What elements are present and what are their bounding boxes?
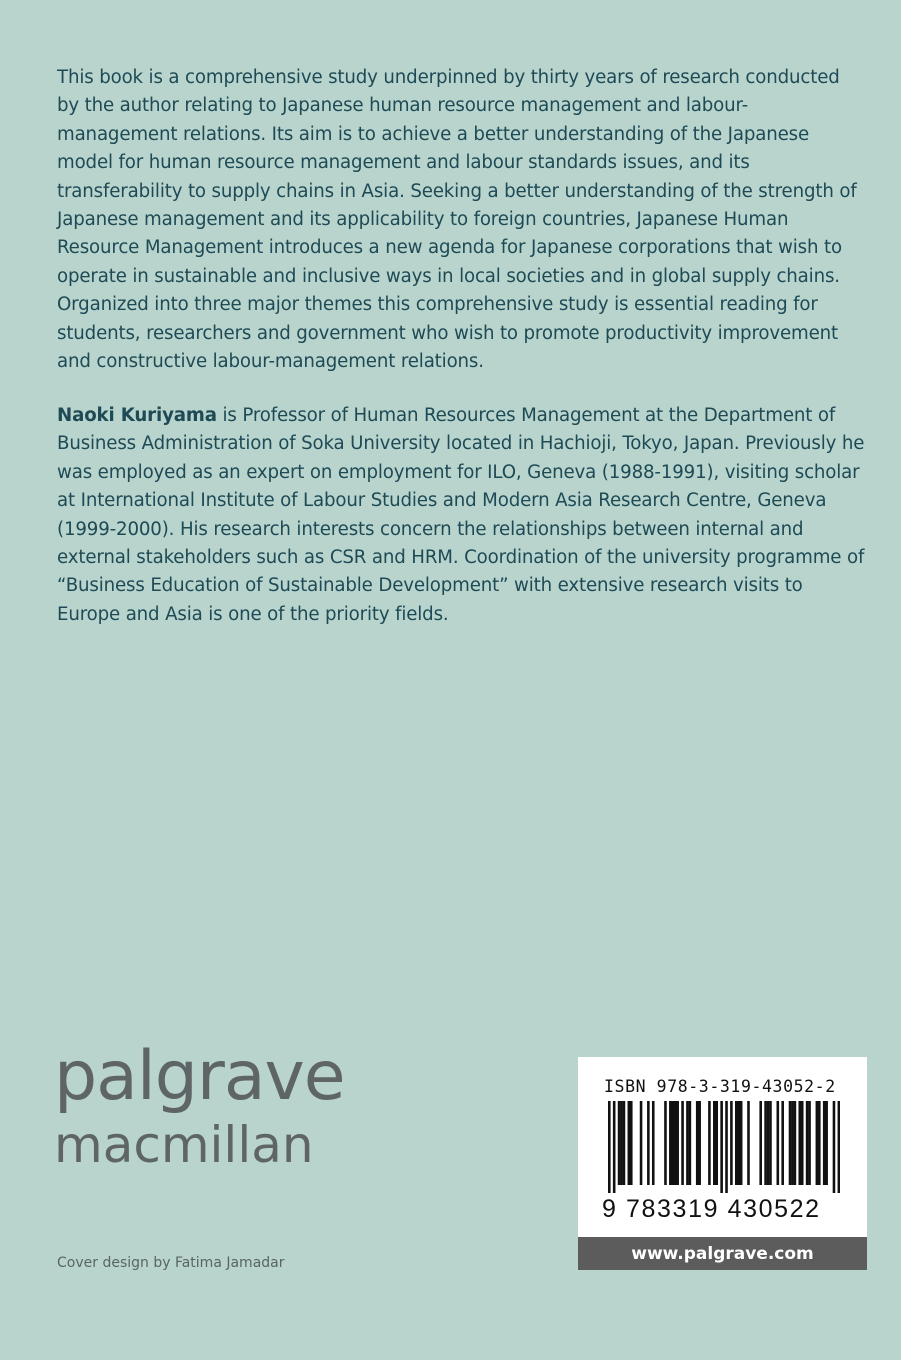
barcode-bar [791, 1101, 794, 1185]
barcode-bar [816, 1101, 819, 1185]
barcode-bar [801, 1101, 804, 1185]
isbn-barcode-box [578, 1057, 867, 1237]
barcode-bar [608, 1101, 611, 1193]
publisher-logo [54, 1037, 345, 1174]
barcode-bar [808, 1101, 811, 1185]
barcode-bar [767, 1101, 770, 1185]
barcode-bar [686, 1101, 689, 1185]
barcode-bar [737, 1101, 740, 1185]
publisher-logo-line1: palgrave [54, 1037, 345, 1116]
barcode-bar [630, 1101, 633, 1185]
author-bio [57, 402, 867, 629]
barcode-bar [725, 1101, 728, 1193]
barcode-bar [806, 1101, 809, 1185]
barcode-bar [652, 1101, 655, 1185]
barcode-graphic [608, 1101, 840, 1193]
barcode-bar [696, 1101, 699, 1185]
barcode-bar [708, 1101, 711, 1185]
barcode-bar [623, 1101, 626, 1185]
author-name: Naoki Kuriyama [57, 405, 217, 426]
barcode-bar [628, 1101, 631, 1185]
barcode-bar [669, 1101, 672, 1185]
barcode-bar [698, 1101, 701, 1185]
barcode-bar [781, 1101, 784, 1185]
publisher-website[interactable]: www.palgrave.com [578, 1237, 867, 1270]
barcode-bar [640, 1101, 643, 1185]
book-description: This book is a comprehensive study underpinned by thirty years of research conducted by the author relating to Japanese human resource management and labour-management relations. Its aim is to achieve a better understanding of the Japanese model for human resource management and labour standards issues, and its transferability to supply chains in Asia. Seeking a better understanding of the strength of Japanese management and its applicability to foreign countries, Japanese Human Resource Management introduces a new agenda for Japanese corporations that wish to operate in sustainable and inclusive ways in local societies and in global supply chains. Organized into three major themes this comprehensive study is essential reading for students, researchers and government who wish to promote productivity improvement and constructive labour-management relations. [57, 67, 857, 373]
barcode-bar [789, 1101, 792, 1185]
barcode-bar [689, 1101, 692, 1185]
barcode-bar [664, 1101, 667, 1185]
barcode-digits: 9 783319 430522 [602, 1195, 821, 1223]
barcode-bar [735, 1101, 738, 1185]
isbn-label: ISBN 978-3-319-43052-2 [604, 1077, 836, 1096]
barcode-bar [759, 1101, 762, 1185]
barcode-bar [671, 1101, 674, 1185]
barcode-bar [794, 1101, 797, 1185]
barcode-bar [825, 1101, 828, 1185]
barcode-bar [740, 1101, 743, 1185]
barcode-bar [618, 1101, 621, 1185]
barcode-bar [823, 1101, 826, 1185]
barcode-bar [647, 1101, 650, 1185]
barcode-bar [620, 1101, 623, 1185]
barcode-bar [798, 1101, 801, 1185]
publisher-logo-line2: macmillan [54, 1116, 314, 1174]
cover-design-credit: Cover design by Fatima Jamadar [57, 1255, 285, 1271]
barcode-bar [764, 1101, 767, 1185]
barcode-bar [681, 1101, 684, 1185]
barcode-bar [713, 1101, 716, 1185]
barcode-bar [613, 1101, 616, 1193]
barcode-bar [720, 1101, 723, 1193]
barcode-bar [818, 1101, 821, 1185]
barcode-bar [730, 1101, 733, 1185]
barcode-bar [715, 1101, 718, 1185]
barcode-bar [676, 1101, 679, 1185]
barcode-bar [674, 1101, 677, 1185]
author-bio-text: is Professor of Human Resources Management at the Department of Business Administration of Soka University located in Hachioji, Tokyo, Japan. Previously he was employed as an expert on employment for ILO, Geneva (1988-1991), visiting scholar at International Institute of Labour Studies and Modern Asia Research Centre, Geneva (1999-2000). His research interests concern the relationships between internal and external stakeholders such as CSR and HRM. Coordination of the university programme of “Business Education of Sustainable Development” with extensive research visits to Europe and Asia is one of the priority fields. [57, 405, 865, 625]
barcode-bar [833, 1101, 836, 1193]
barcode-bar [838, 1101, 840, 1193]
barcode-bar [769, 1101, 772, 1185]
barcode-bar [747, 1101, 750, 1185]
barcode-bar [777, 1101, 780, 1185]
